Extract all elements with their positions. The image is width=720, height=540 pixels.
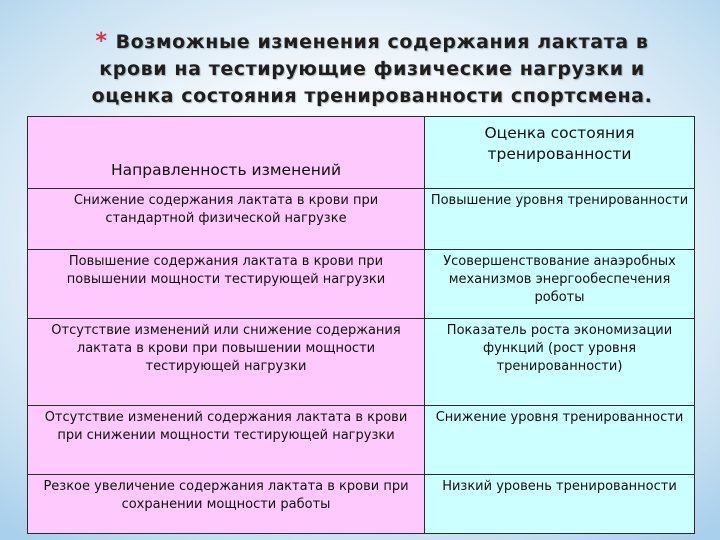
cell-assessment: Усовершенствование анаэробных механизмов энергообеспечения роботы: [425, 250, 695, 319]
table-row: [28, 475, 695, 534]
slide-title: [62, 28, 682, 110]
bullet-asterisk: *: [95, 29, 108, 54]
header-assessment: Оценка состояния тренированности: [425, 117, 695, 189]
slide-title-text: Возможные изменения содержания лактата в крови на тестирующие физические нагрузки и оценка состояния тренированности спортсмена.: [91, 31, 653, 107]
table-row: [28, 406, 695, 475]
cell-assessment: Низкий уровень тренированности: [425, 475, 695, 534]
cell-direction: Отсутствие изменений или снижение содержания лактата в крови при повышении мощности тестирующей нагрузки: [28, 319, 425, 406]
header-direction: Направленность изменений: [28, 117, 425, 189]
table-row: [28, 189, 695, 250]
cell-assessment: Повышение уровня тренированности: [425, 189, 695, 250]
cell-direction: Повышение содержания лактата в крови при повышении мощности тестирующей нагрузки: [28, 250, 425, 319]
cell-assessment: Снижение уровня тренированности: [425, 406, 695, 475]
cell-assessment: Показатель роста экономизации функций (рост уровня тренированности): [425, 319, 695, 406]
table-row: [28, 319, 695, 406]
table-row: [28, 250, 695, 319]
lactate-table: [27, 116, 695, 534]
cell-direction: Резкое увеличение содержания лактата в крови при сохранении мощности работы: [28, 475, 425, 534]
cell-direction: Отсутствие изменений содержания лактата в крови при снижении мощности тестирующей нагрузки: [28, 406, 425, 475]
table-header-row: [28, 117, 695, 189]
cell-direction: Снижение содержания лактата в крови при стандартной физической нагрузке: [28, 189, 425, 250]
